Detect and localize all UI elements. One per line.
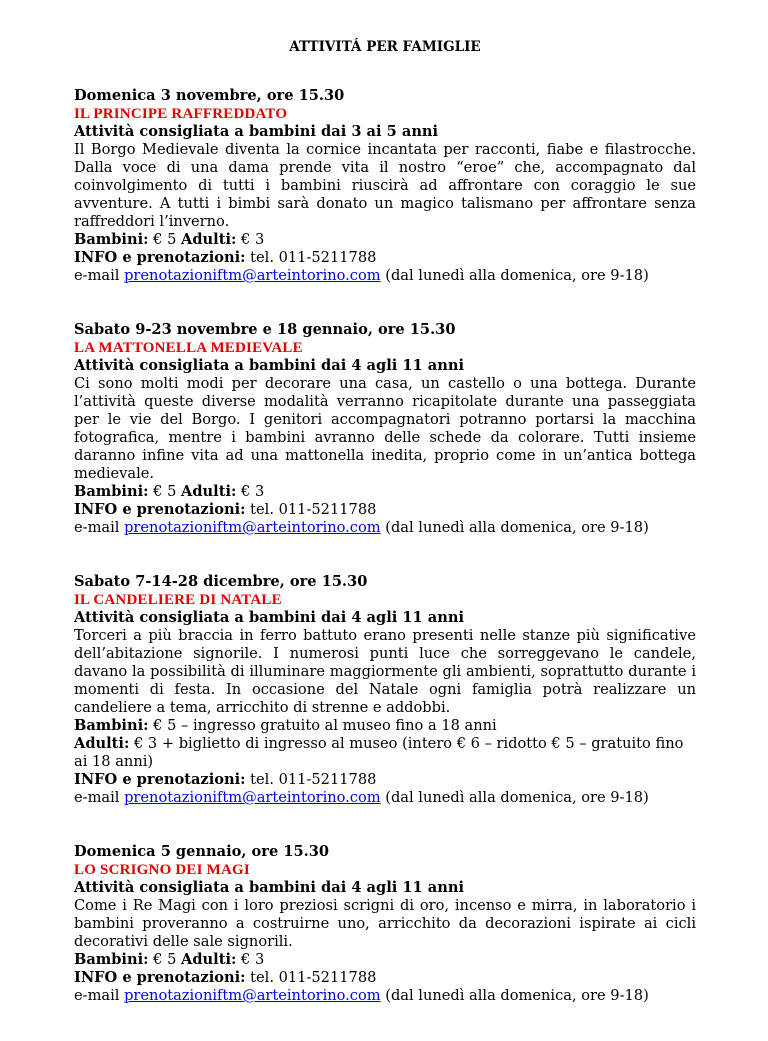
adults-label: Adulti: xyxy=(181,483,237,500)
children-price: € 5 xyxy=(153,483,177,500)
event-children-price xyxy=(74,717,696,735)
children-label: Bambini: xyxy=(74,483,149,500)
info-tel: tel. 011-5211788 xyxy=(250,771,377,788)
event-email xyxy=(74,519,696,537)
children-price: € 5 xyxy=(153,231,177,248)
email-prefix: e-mail xyxy=(74,267,120,284)
children-price: € 5 xyxy=(153,951,177,968)
event-prices xyxy=(74,483,696,501)
event-date: Sabato 9-23 novembre e 18 gennaio, ore 15.30 xyxy=(74,321,456,338)
adults-price: € 3 xyxy=(241,231,265,248)
email-link[interactable]: prenotazioniftm@arteintorino.com xyxy=(124,987,381,1004)
info-label: INFO e prenotazioni: xyxy=(74,249,246,266)
email-hours: (dal lunedì alla domenica, ore 9-18) xyxy=(385,519,649,536)
event-age: Attività consigliata a bambini dai 4 agli 11 anni xyxy=(74,879,464,896)
event-info xyxy=(74,771,696,789)
event-description: Il Borgo Medievale diventa la cornice incantata per racconti, fiabe e filastrocche. Dalla voce di una dama prende vita il nostro “eroe” che, accompagnato dal coinvolgimento di tutti i bambini riuscirà ad affrontare con coraggio le sue avventure. A tutti i bimbi sarà donato un magico talismano per affrontare senza raffreddori l’inverno. xyxy=(74,141,696,230)
email-prefix: e-mail xyxy=(74,789,120,806)
info-tel: tel. 011-5211788 xyxy=(250,969,377,986)
children-price: € 5 – ingresso gratuito al museo fino a 18 anni xyxy=(153,717,497,734)
event-description: Ci sono molti modi per decorare una casa, un castello o una bottega. Durante l’attività queste diverse modalità verranno ricapitolate durante una passeggiata per le vie del Borgo. I genitori accompagnatori potranno portarsi la macchina fotografica, mentre i bambini avranno delle schede da colorare. Tutti insieme daranno infine vita ad una mattonella inedita, proprio come in un’antica bottega medievale. xyxy=(74,375,696,482)
email-link[interactable]: prenotazioniftm@arteintorino.com xyxy=(124,519,381,536)
info-label: INFO e prenotazioni: xyxy=(74,501,246,518)
event-date: Sabato 7-14-28 dicembre, ore 15.30 xyxy=(74,573,368,590)
adults-label: Adulti: xyxy=(181,231,237,248)
document-page xyxy=(74,38,696,1041)
event-email xyxy=(74,789,696,807)
adults-label: Adulti: xyxy=(181,951,237,968)
email-hours: (dal lunedì alla domenica, ore 9-18) xyxy=(385,267,649,284)
event-description: Come i Re Magi con i loro preziosi scrigni di oro, incenso e mirra, in laboratorio i bambini proveranno a costruirne uno, arricchito da decorazioni ispirate ai cicli decorativi delle sale signorili. xyxy=(74,897,696,950)
event-date: Domenica 3 novembre, ore 15.30 xyxy=(74,87,345,104)
children-label: Bambini: xyxy=(74,951,149,968)
event-title: LA MATTONELLA MEDIEVALE xyxy=(74,340,303,356)
info-label: INFO e prenotazioni: xyxy=(74,969,246,986)
event-info xyxy=(74,249,696,267)
email-link[interactable]: prenotazioniftm@arteintorino.com xyxy=(124,789,381,806)
info-label: INFO e prenotazioni: xyxy=(74,771,246,788)
email-hours: (dal lunedì alla domenica, ore 9-18) xyxy=(385,987,649,1004)
event-il-candeliere-di-natale xyxy=(74,573,696,807)
event-lo-scrigno-dei-magi xyxy=(74,843,696,1005)
adults-price: € 3 + biglietto di ingresso al museo (intero € 6 – ridotto € 5 – gratuito fino ai 18 anni) xyxy=(74,735,684,770)
event-email xyxy=(74,987,696,1005)
event-description: Torceri a più braccia in ferro battuto erano presenti nelle stanze più significative dell’abitazione signorile. I numerosi punti luce che sorreggevano le candele, davano la possibilità di illuminare maggiormente gli ambienti, soprattutto durante i momenti di festa. In occasione del Natale ogni famiglia potrà realizzare un candeliere a tema, arricchito di strenne e addobbi. xyxy=(74,627,696,716)
event-title: IL CANDELIERE DI NATALE xyxy=(74,592,282,608)
event-age: Attività consigliata a bambini dai 4 agli 11 anni xyxy=(74,609,464,626)
adults-price: € 3 xyxy=(241,951,265,968)
info-tel: tel. 011-5211788 xyxy=(250,501,377,518)
event-email xyxy=(74,267,696,285)
event-info xyxy=(74,969,696,987)
event-date: Domenica 5 gennaio, ore 15.30 xyxy=(74,843,330,860)
event-age: Attività consigliata a bambini dai 3 ai 5 anni xyxy=(74,123,439,140)
email-prefix: e-mail xyxy=(74,519,120,536)
event-prices xyxy=(74,951,696,969)
page-title: ATTIVITÁ PER FAMIGLIE xyxy=(289,39,481,55)
email-link[interactable]: prenotazioniftm@arteintorino.com xyxy=(124,267,381,284)
info-tel: tel. 011-5211788 xyxy=(250,249,377,266)
adults-label: Adulti: xyxy=(74,735,130,752)
email-prefix: e-mail xyxy=(74,987,120,1004)
event-title: LO SCRIGNO DEI MAGI xyxy=(74,862,250,878)
event-adults-price xyxy=(74,735,696,771)
children-label: Bambini: xyxy=(74,231,149,248)
event-il-principe-raffreddato xyxy=(74,87,696,285)
event-info xyxy=(74,501,696,519)
email-hours: (dal lunedì alla domenica, ore 9-18) xyxy=(385,789,649,806)
children-label: Bambini: xyxy=(74,717,149,734)
event-la-mattonella-medievale xyxy=(74,321,696,537)
event-age: Attività consigliata a bambini dai 4 agli 11 anni xyxy=(74,357,464,374)
event-prices xyxy=(74,231,696,249)
event-title: IL PRINCIPE RAFFREDDATO xyxy=(74,106,288,122)
adults-price: € 3 xyxy=(241,483,265,500)
